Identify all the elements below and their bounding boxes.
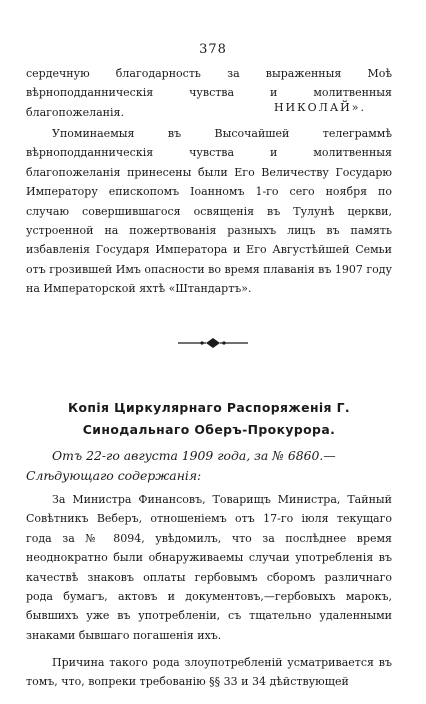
paragraph-1: Упоминаемыя въ Высочайшей телеграммѣ вѣрноподданническія чувства и молитвенныя благопожеланія принесены были Его Величеству Государю Императору епископомъ Іоанномъ 1-го сего ноября по случаю совершившагося освященія въ Тулунѣ церкви, устроенной на пожертвованія разныхъ лицъ въ память избавленія Государя Императора и Его Августѣйшей Семьи отъ грозившей Имъ опасности во время плаванія въ 1907 году на Императорской яхтѣ «Штандартъ». [26,127,392,296]
paragraph-1-block [26,124,392,299]
ornament-divider [176,336,250,350]
page-number: 378 [199,42,227,57]
circular-heading: Копія Циркулярнаго Распоряженія Г. Синодальнаго Оберъ-Прокурора. [67,400,351,437]
paragraph-3: Причина такого рода злоупотребленій усматривается въ томъ, что, вопреки требованію §§ 33 и 34 дѣйствующей [26,656,392,689]
circular-subtitle [26,446,392,486]
top-text: сердечную благодарность за выраженныя Моѣ вѣрноподданническія чувства и молитвенныя благопожеланія. [26,67,392,119]
paragraph-2-block [26,490,392,645]
paragraph-3-block [26,653,392,692]
signature: НИКОЛАЙ». [273,101,366,114]
subtitle-text: Отъ 22-го августа 1909 года, за № 6860.—Слѣдующаго содержанія: [26,448,336,483]
paragraph-2: За Министра Финансовъ, Товарищъ Министра, Тайный Совѣтникъ Веберъ, отношеніемъ отъ 17-го іюля текущаго года за № 8094, увѣдомилъ, что за послѣднее время неоднократно были обнаруживаемы случаи употребленія въ качествѣ знаковъ оплаты гербовымъ сборомъ различнаго рода бумагъ, актовъ и документовъ,—гербовыхъ марокъ, бывшихъ уже въ употребленіи, съ тщательно удаленными знаками бывшаго погашенія ихъ. [26,493,392,642]
